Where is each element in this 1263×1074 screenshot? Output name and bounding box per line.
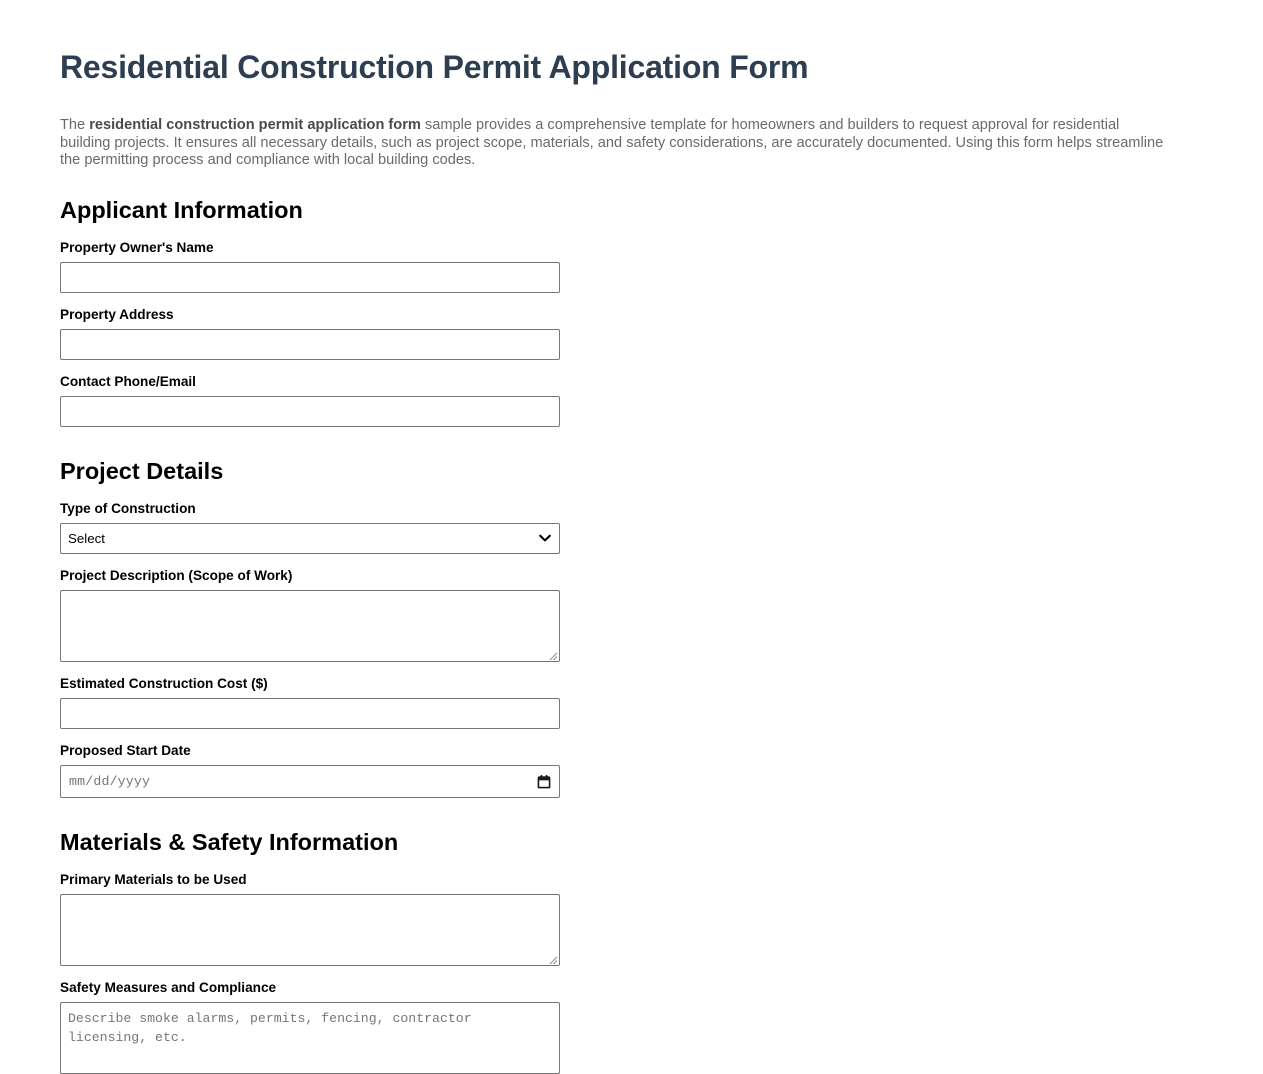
input-property-address[interactable] [60,329,560,360]
section-applicant-information [60,196,1203,427]
field-project-description [60,568,1203,662]
field-property-address [60,307,1203,360]
textarea-wrapper-safety-measures-compliance [60,1002,560,1074]
input-contact-phone-email[interactable] [60,396,560,427]
label-project-description: Project Description (Scope of Work) [60,567,293,583]
intro-text-bold: residential construction permit application form [89,117,421,134]
intro-text-before: The [60,117,90,134]
label-primary-materials: Primary Materials to be Used [60,872,247,888]
textarea-project-description[interactable] [60,590,560,662]
field-property-owner-name [60,240,1203,293]
textarea-wrapper-project-description [60,590,560,662]
textarea-primary-materials[interactable] [60,894,560,966]
input-proposed-start-date[interactable] [60,765,560,798]
label-type-of-construction: Type of Construction [60,500,196,516]
field-type-of-construction [60,501,1203,554]
select-type-of-construction[interactable] [60,523,560,554]
label-property-address: Property Address [60,306,174,322]
label-estimated-construction-cost: Estimated Construction Cost ($) [60,675,268,691]
label-proposed-start-date: Proposed Start Date [60,742,191,758]
section-heading-materials-safety-information: Materials & Safety Information [60,828,399,855]
label-property-owner-name: Property Owner's Name [60,239,214,255]
input-property-owner-name[interactable] [60,262,560,293]
textarea-wrapper-primary-materials [60,894,560,966]
field-primary-materials [60,872,1203,966]
intro-text-after: sample provides a comprehensive template for homeowners and builders to request approval for residential building projects. It ensures all necessary details, such as project scope, materials, and safety considerations, are accurately documented. Using this form helps streamline the permitting process and compliance with local building codes. [60,117,1164,169]
field-estimated-construction-cost [60,676,1203,729]
label-safety-measures-compliance: Safety Measures and Compliance [60,980,277,996]
intro-paragraph [60,117,1168,170]
section-heading-applicant-information: Applicant Information [60,196,303,223]
field-proposed-start-date [60,743,1203,798]
section-materials-safety-information [60,828,1203,1074]
field-safety-measures-compliance [60,980,1203,1074]
label-contact-phone-email: Contact Phone/Email [60,373,196,389]
select-wrapper-type-of-construction [60,523,560,554]
date-wrapper-proposed-start-date [60,765,560,798]
page-title: Residential Construction Permit Application Form [60,49,809,85]
input-estimated-construction-cost[interactable] [60,698,560,729]
calendar-icon[interactable] [537,765,551,798]
textarea-safety-measures-compliance[interactable] [60,1002,560,1074]
section-project-details [60,457,1203,798]
section-heading-project-details: Project Details [60,457,224,484]
field-contact-phone-email [60,374,1203,427]
